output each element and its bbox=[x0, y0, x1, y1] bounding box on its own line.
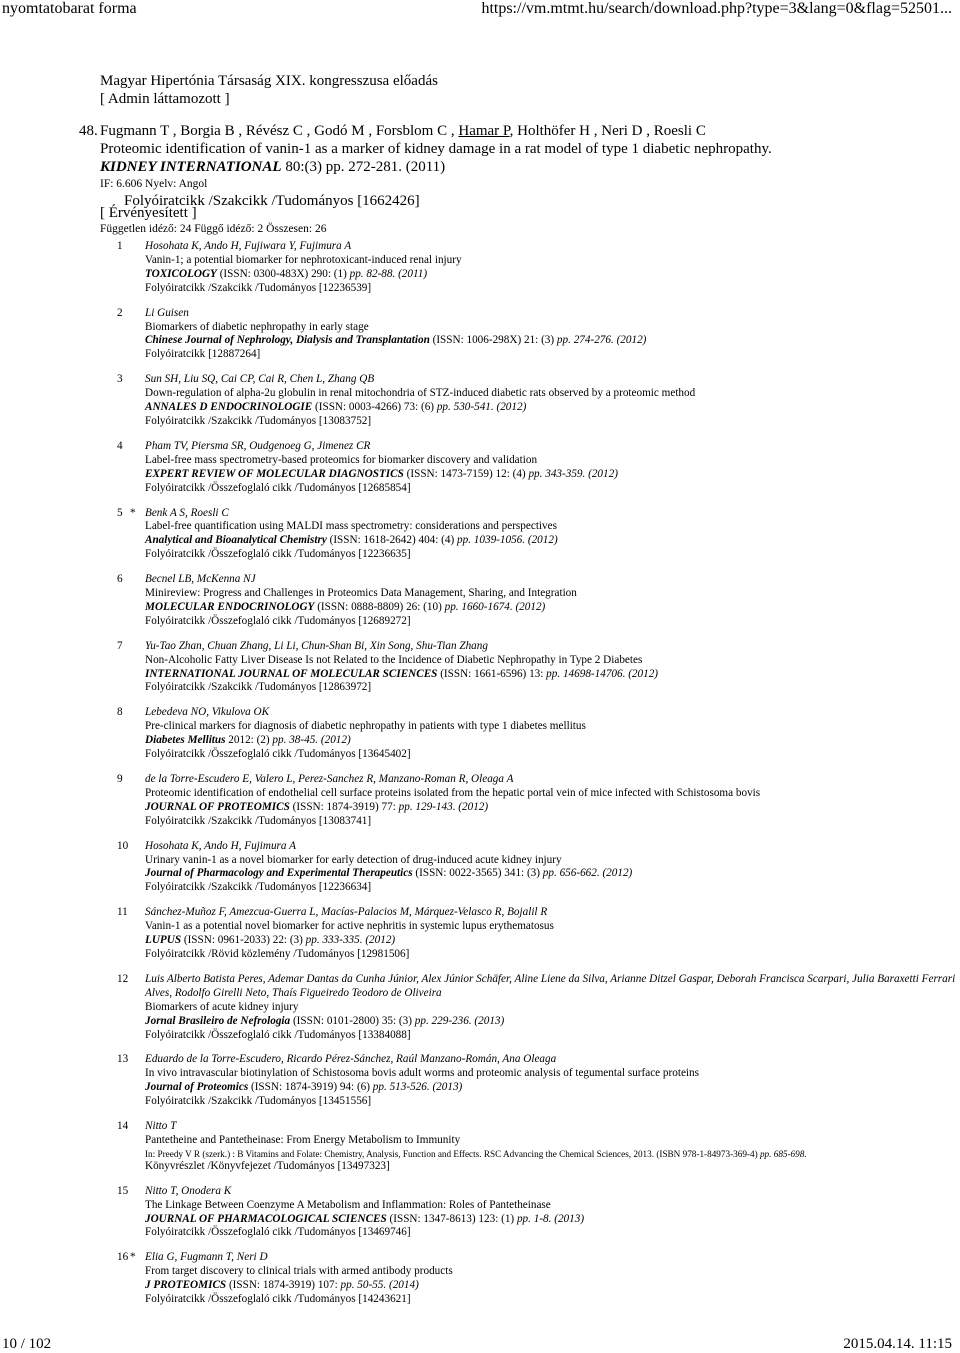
page-header-url: https://vm.mtmt.hu/search/download.php?type=3&lang=0&flag=52501... bbox=[481, 0, 952, 17]
citation-pages: pp. 343-359. (2012) bbox=[528, 467, 618, 480]
citation-item bbox=[117, 1120, 957, 1174]
citation-item bbox=[117, 1053, 957, 1109]
citation-number: 10 bbox=[117, 839, 129, 852]
citation-book-text: In: Preedy V R (szerk.) : B Vitamins and Folate: Chemistry, Analysis, Function and Effects. RSC Advancing the Chemical Sciences, 2013. (ISBN 978-1-84973-369-4) bbox=[145, 1148, 758, 1159]
citation-pages: pp. 38-45. (2012) bbox=[272, 734, 351, 747]
entry-title: Proteomic identification of vanin-1 as a marker of kidney damage in a rat model of type 1 diabetic nephropathy. bbox=[100, 141, 772, 157]
citation-number: 12 bbox=[117, 972, 129, 985]
citation-journal: ANNALES D ENDOCRINOLOGIE bbox=[145, 401, 313, 414]
citation-type: Folyóiratcikk /Összefoglaló cikk /Tudományos [12685854] bbox=[145, 481, 411, 494]
citation-pages: pp. 1660-1674. (2012) bbox=[444, 600, 546, 613]
citation-body bbox=[145, 1251, 957, 1307]
citation-journal: Diabetes Mellitus bbox=[145, 734, 226, 747]
citation-journal: Analytical and Bioanalytical Chemistry bbox=[145, 534, 327, 547]
citation-body bbox=[145, 307, 957, 363]
entry-journal-line bbox=[100, 158, 949, 176]
citation-authors: Luis Alberto Batista Peres, Ademar Dantas da Cunha Júnior, Alex Júnior Schäfer, Aline Liene da Silva, Arianne Ditzel Gaspar, Deborah Francisca Scarpari, Julia Baraxetti Ferrari Alves, Rodolfo Girelli Neto, Thaís Figueiredo Teodoro de Oliveira bbox=[145, 972, 956, 999]
citation-pages: pp. 333-335. (2012) bbox=[305, 934, 396, 947]
citation-number: 1 bbox=[117, 240, 123, 252]
citation-pages: pp. 1-8. (2013) bbox=[516, 1212, 585, 1225]
citation-number: 8 bbox=[117, 706, 123, 719]
citation-source bbox=[145, 801, 957, 815]
citation-authors: Eduardo de la Torre-Escudero, Ricardo Pérez-Sánchez, Raúl Manzano-Román, Ana Oleaga bbox=[145, 1053, 557, 1066]
citation-details: (ISSN: 1661-6596) 13: bbox=[440, 667, 544, 680]
citation-authors: Hosohata K, Ando H, Fujiwara Y, Fujimura A bbox=[145, 240, 352, 252]
citation-body bbox=[145, 1185, 957, 1241]
citation-number: 13 bbox=[117, 1053, 129, 1066]
meeting-info bbox=[100, 72, 438, 108]
citation-source bbox=[145, 734, 957, 748]
citation-source bbox=[145, 1213, 957, 1227]
citation-source bbox=[145, 1279, 957, 1293]
citation-type: Könyvrészlet /Könyvfejezet /Tudományos [13497323] bbox=[145, 1159, 390, 1172]
citation-source bbox=[145, 534, 957, 548]
citation-journal: EXPERT REVIEW OF MOLECULAR DIAGNOSTICS bbox=[145, 467, 404, 480]
citation-pages: pp. 656-662. (2012) bbox=[542, 867, 633, 880]
entry-journal: KIDNEY INTERNATIONAL bbox=[100, 159, 282, 175]
citation-source bbox=[145, 1081, 957, 1095]
citation-list bbox=[117, 240, 957, 1318]
citation-authors: Yu-Tao Zhan, Chuan Zhang, Li Li, Chun-Shan Bi, Xin Song, Shu-Tian Zhang bbox=[145, 639, 488, 652]
citation-number: 11 bbox=[117, 906, 128, 919]
citation-source bbox=[145, 1015, 957, 1029]
citation-authors: Sánchez-Muñoz F, Amezcua-Guerra L, Macías-Palacios M, Márquez-Velasco R, Bojalil R bbox=[145, 906, 548, 919]
citation-authors: Elia G, Fugmann T, Neri D bbox=[145, 1251, 268, 1264]
citation-journal: INTERNATIONAL JOURNAL OF MOLECULAR SCIENCES bbox=[145, 667, 438, 680]
entry-if-language: IF: 6.606 Nyelv: Angol bbox=[100, 178, 208, 190]
citation-details: (ISSN: 0101-2800) 35: (3) bbox=[292, 1014, 412, 1027]
citation-source bbox=[145, 334, 957, 348]
citation-journal: TOXICOLOGY bbox=[145, 267, 217, 280]
citation-pages: pp. 129-143. (2012) bbox=[398, 800, 489, 813]
citation-journal: Chinese Journal of Nephrology, Dialysis and Transplantation bbox=[145, 334, 430, 347]
citation-title: Vanin-1 as a potential novel biomarker for active nephritis in systemic lupus erythematosus bbox=[145, 920, 554, 933]
citation-authors: Benk A S, Roesli C bbox=[145, 506, 229, 519]
citation-journal: JOURNAL OF PROTEOMICS bbox=[145, 800, 290, 813]
citation-pages: pp. 229-236. (2013) bbox=[414, 1014, 505, 1027]
citation-details: (ISSN: 0300-483X) 290: (1) bbox=[219, 267, 347, 280]
citation-authors: Li Guisen bbox=[145, 306, 189, 319]
citation-body bbox=[145, 640, 957, 696]
citation-item bbox=[117, 1185, 957, 1241]
citation-item bbox=[117, 440, 957, 496]
print-timestamp: 2015.04.14. 11:15 bbox=[843, 1336, 952, 1352]
citation-journal: Jornal Brasileiro de Nefrologia bbox=[145, 1014, 291, 1027]
citation-item bbox=[117, 1251, 957, 1307]
citation-type: Folyóiratcikk /Szakcikk /Tudományos [12236539] bbox=[145, 281, 372, 294]
citation-summary: Független idéző: 24 Függő idéző: 2 Összesen: 26 bbox=[100, 223, 327, 235]
citation-pages: pp. 1039-1056. (2012) bbox=[457, 534, 558, 547]
citation-number: 6 bbox=[117, 573, 123, 586]
citation-item bbox=[117, 573, 957, 629]
page-counter: 10 / 102 bbox=[2, 1336, 52, 1352]
citation-details: (ISSN: 0022-3565) 341: (3) bbox=[415, 867, 540, 880]
citation-title: Pantetheine and Pantetheinase: From Energy Metabolism to Immunity bbox=[145, 1133, 461, 1146]
citation-details: (ISSN: 1473-7159) 12: (4) bbox=[406, 467, 526, 480]
citation-type: Folyóiratcikk /Szakcikk /Tudományos [12863972] bbox=[145, 681, 372, 694]
citation-body bbox=[145, 440, 957, 496]
citation-body bbox=[145, 573, 957, 629]
citation-type: Folyóiratcikk /Összefoglaló cikk /Tudományos [12236635] bbox=[145, 548, 411, 561]
entry-status: [ Érvényesített ] bbox=[100, 205, 197, 221]
citation-details: (ISSN: 0888-8809) 26: (10) bbox=[317, 600, 442, 613]
citation-title: Proteomic identification of endothelial cell surface proteins isolated from the hepatic portal vein of mice infected with Schistosoma bovis bbox=[145, 786, 761, 799]
citation-title: Biomarkers of diabetic nephropathy in early stage bbox=[145, 320, 369, 333]
citation-type: Folyóiratcikk /Szakcikk /Tudományos [13083752] bbox=[145, 414, 372, 427]
citation-book-pages: pp. 685-698. bbox=[759, 1148, 807, 1159]
page-header-title: nyomtatobarat forma bbox=[2, 0, 137, 17]
citation-journal: MOLECULAR ENDOCRINOLOGY bbox=[145, 600, 315, 613]
citation-details: (ISSN: 0003-4266) 73: (6) bbox=[315, 401, 435, 414]
citation-title: Pre-clinical markers for diagnosis of diabetic nephropathy in patients with type 1 diabetes mellitus bbox=[145, 720, 586, 733]
citation-source bbox=[145, 601, 957, 615]
citation-details: (ISSN: 0961-2033) 22: (3) bbox=[183, 934, 303, 947]
citation-body bbox=[145, 1120, 957, 1174]
citation-source bbox=[145, 867, 957, 881]
citation-body bbox=[145, 840, 957, 896]
citation-body bbox=[145, 373, 957, 429]
citation-book-source bbox=[145, 1148, 957, 1160]
citation-authors: Nitto T, Onodera K bbox=[145, 1184, 232, 1197]
citation-title: The Linkage Between Coenzyme A Metabolism and Inflammation: Roles of Pantetheinase bbox=[145, 1198, 551, 1211]
meeting-title: Magyar Hipertónia Társaság XIX. kongresszusa előadás bbox=[100, 73, 438, 89]
citation-title: Non-Alcoholic Fatty Liver Disease Is not Related to the Incidence of Diabetic Nephropathy in Type 2 Diabetes bbox=[145, 653, 643, 666]
citation-body bbox=[145, 1053, 957, 1109]
citation-item bbox=[117, 906, 957, 962]
entry-volume: 80:(3) pp. 272-281. (2011) bbox=[285, 159, 446, 175]
citation-details: 2012: (2) bbox=[228, 734, 270, 747]
citation-title: In vivo intravascular biotinylation of Schistosoma bovis adult worms and proteomic analysis of tegumental surface proteins bbox=[145, 1067, 699, 1080]
citation-body bbox=[145, 706, 957, 762]
entry-pubtype: Folyóiratcikk /Szakcikk /Tudományos [1662426] bbox=[124, 193, 420, 209]
citation-type: Folyóiratcikk /Összefoglaló cikk /Tudományos [14243621] bbox=[145, 1293, 411, 1306]
citation-type: Folyóiratcikk /Összefoglaló cikk /Tudományos [12689272] bbox=[145, 614, 411, 627]
citation-pages: pp. 530-541. (2012) bbox=[436, 401, 527, 414]
citation-body bbox=[145, 507, 957, 563]
citation-type: Folyóiratcikk /Szakcikk /Tudományos [13451556] bbox=[145, 1095, 372, 1108]
entry-authors: Fugmann T , Borgia B , Révész C , Godó M , Forsblom C , Hamar P, Holthöfer H , Neri D , Roesli C bbox=[100, 123, 706, 139]
citation-authors: Lebedeva NO, Vikulova OK bbox=[145, 706, 270, 719]
citation-authors: Sun SH, Liu SQ, Cai CP, Cai R, Chen L, Zhang QB bbox=[145, 373, 375, 386]
citation-number: 7 bbox=[117, 639, 123, 652]
citation-details: (ISSN: 1006-298X) 21: (3) bbox=[432, 334, 555, 347]
citation-number: 15 bbox=[117, 1184, 129, 1197]
citation-pages: pp. 513-526. (2013) bbox=[372, 1081, 463, 1094]
citation-number: 4 bbox=[117, 439, 123, 452]
citation-item bbox=[117, 507, 957, 563]
citation-number: 9 bbox=[117, 773, 123, 785]
citation-pages: pp. 50-55. (2014) bbox=[340, 1279, 419, 1292]
citation-type: Folyóiratcikk /Rövid közlemény /Tudományos [12981506] bbox=[145, 947, 410, 960]
citation-source bbox=[145, 268, 957, 282]
citation-item bbox=[117, 840, 957, 896]
citation-source bbox=[145, 934, 957, 948]
citation-body bbox=[145, 773, 957, 829]
citation-title: Biomarkers of acute kidney injury bbox=[145, 1000, 299, 1013]
citation-details: (ISSN: 1874-3919) 107: bbox=[228, 1279, 338, 1292]
citation-item bbox=[117, 773, 957, 829]
citation-title: Down-regulation of alpha-2u globulin in renal mitochondria of STZ-induced diabetic rats observed by a proteomic method bbox=[145, 387, 696, 400]
citation-type: Folyóiratcikk /Összefoglaló cikk /Tudományos [13384088] bbox=[145, 1028, 411, 1041]
citation-type: Folyóiratcikk /Szakcikk /Tudományos [12236634] bbox=[145, 881, 372, 894]
citation-type: Folyóiratcikk /Szakcikk /Tudományos [13083741] bbox=[145, 814, 372, 827]
citation-number: 3 bbox=[117, 373, 123, 386]
citation-type: Folyóiratcikk /Összefoglaló cikk /Tudományos [13645402] bbox=[145, 748, 411, 761]
citation-journal: JOURNAL OF PHARMACOLOGICAL SCIENCES bbox=[145, 1212, 387, 1225]
admin-status: [ Admin láttamozott ] bbox=[100, 91, 230, 107]
citation-item bbox=[117, 640, 957, 696]
citation-body bbox=[145, 240, 957, 296]
citation-pages: pp. 82-88. (2011) bbox=[349, 267, 428, 280]
citation-number: 2 bbox=[117, 306, 123, 319]
citation-details: (ISSN: 1874-3919) 77: bbox=[292, 800, 396, 813]
citation-type: Folyóiratcikk [12887264] bbox=[145, 348, 261, 361]
self-citation-marker: * bbox=[130, 506, 136, 519]
citation-source bbox=[145, 468, 957, 482]
citation-authors: Becnel LB, McKenna NJ bbox=[145, 573, 256, 586]
citation-title: From target discovery to clinical trials with armed antibody products bbox=[145, 1265, 453, 1278]
citation-title: Label-free mass spectrometry-based proteomics for biomarker discovery and validation bbox=[145, 453, 538, 466]
citation-body bbox=[145, 973, 957, 1043]
citation-item bbox=[117, 307, 957, 363]
citation-number: 14 bbox=[117, 1120, 129, 1133]
citation-number: 5 bbox=[117, 506, 123, 519]
citation-number: 16 bbox=[117, 1251, 129, 1264]
citation-journal: Journal of Pharmacology and Experimental Therapeutics bbox=[145, 867, 413, 880]
citation-details: (ISSN: 1347-8613) 123: (1) bbox=[389, 1212, 515, 1225]
citation-title: Minireview: Progress and Challenges in Proteomics Data Management, Sharing, and Integration bbox=[145, 587, 577, 600]
self-citation-marker: * bbox=[130, 1251, 136, 1264]
citation-item bbox=[117, 240, 957, 296]
citation-authors: Pham TV, Piersma SR, Oudgenoeg G, Jimenez CR bbox=[145, 439, 371, 452]
citation-pages: pp. 14698-14706. (2012) bbox=[546, 667, 659, 680]
citation-journal: Journal of Proteomics bbox=[145, 1081, 249, 1094]
citation-item bbox=[117, 706, 957, 762]
highlighted-author: Hamar P bbox=[458, 123, 510, 139]
citation-authors: Hosohata K, Ando H, Fujimura A bbox=[145, 839, 296, 852]
citation-item bbox=[117, 373, 957, 429]
citation-title: Urinary vanin-1 as a novel biomarker for early detection of drug-induced acute kidney injury bbox=[145, 853, 562, 866]
citation-source bbox=[145, 401, 957, 415]
citation-authors: Nitto T bbox=[145, 1120, 177, 1133]
citation-pages: pp. 274-276. (2012) bbox=[556, 334, 647, 347]
citation-body bbox=[145, 906, 957, 962]
entry-number: 48. bbox=[79, 123, 98, 139]
citation-details: (ISSN: 1874-3919) 94: (6) bbox=[250, 1081, 370, 1094]
citation-item bbox=[117, 973, 957, 1043]
citation-details: (ISSN: 1618-2642) 404: (4) bbox=[329, 534, 455, 547]
citation-journal: J PROTEOMICS bbox=[145, 1279, 227, 1292]
citation-source bbox=[145, 668, 957, 682]
citation-title: Label-free quantification using MALDI mass spectrometry: considerations and perspectives bbox=[145, 520, 557, 533]
citation-journal: LUPUS bbox=[145, 934, 182, 947]
citation-title: Vanin-1; a potential biomarker for nephrotoxicant-induced renal injury bbox=[145, 253, 462, 266]
citation-type: Folyóiratcikk /Összefoglaló cikk /Tudományos [13469746] bbox=[145, 1226, 411, 1239]
citation-authors: de la Torre-Escudero E, Valero L, Perez-Sanchez R, Manzano-Roman R, Oleaga A bbox=[145, 773, 514, 785]
publication-entry bbox=[79, 122, 949, 210]
